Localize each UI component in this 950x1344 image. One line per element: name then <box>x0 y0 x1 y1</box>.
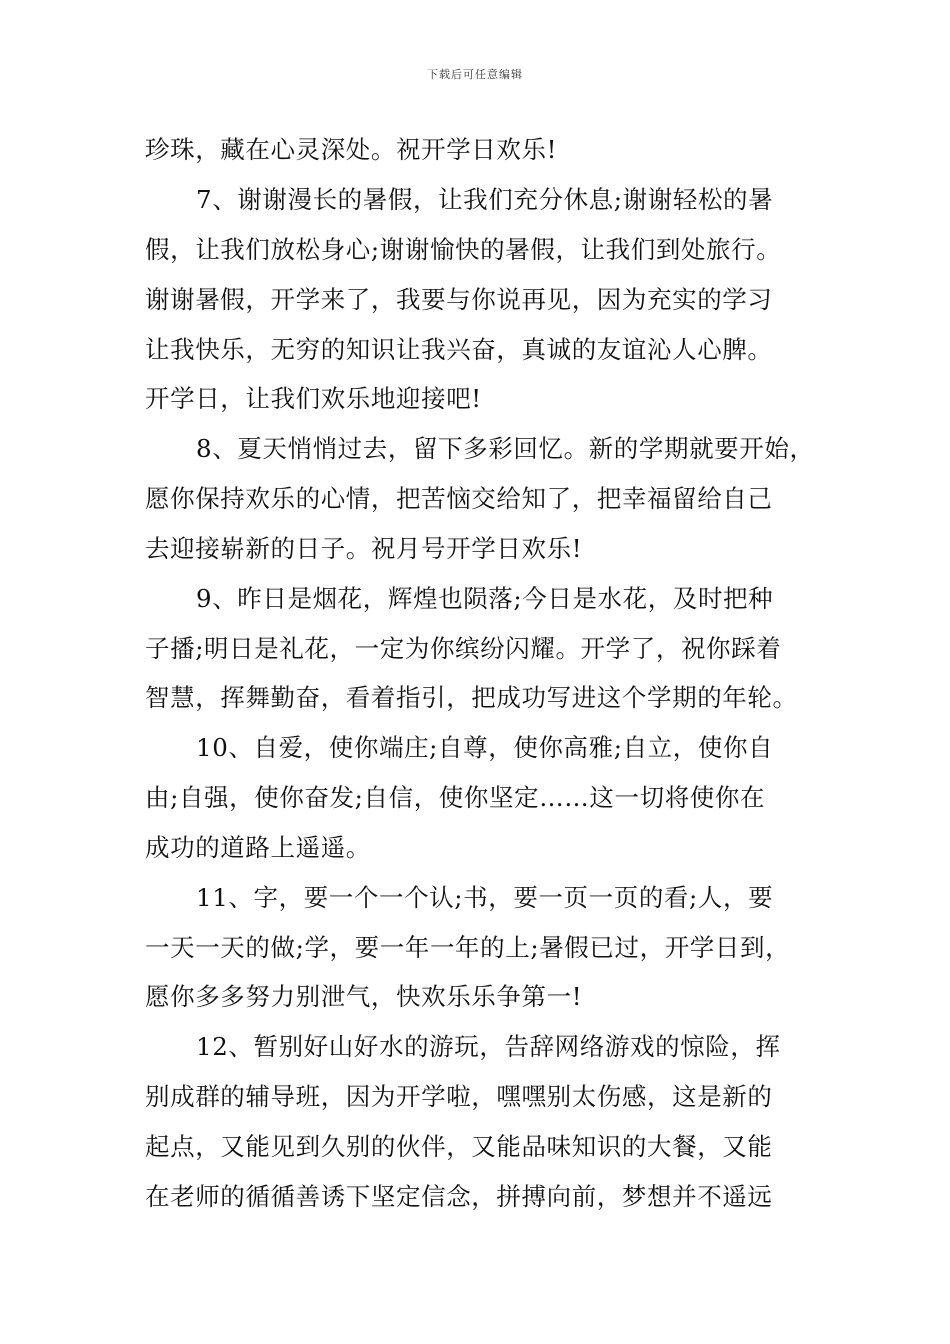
text-line: 珍珠，藏在心灵深处。祝开学日欢乐! <box>145 135 558 164</box>
text-line: 9、昨日是烟花，辉煌也陨落;今日是水花，及时把种 <box>196 584 774 613</box>
text-line: 子播;明日是礼花，一定为你缤纷闪耀。开学了，祝你踩着 <box>145 634 782 663</box>
text-line: 让我快乐，无穷的知识让我兴奋，真诚的友谊沁人心脾。 <box>145 335 773 364</box>
text-line: 智慧，挥舞勤奋，看着指引，把成功写进这个学期的年轮。 <box>145 683 798 712</box>
text-line: 假，让我们放松身心;谢谢愉快的暑假，让我们到处旅行。 <box>145 235 782 264</box>
text-line: 7、谢谢漫长的暑假，让我们充分休息;谢谢轻松的暑 <box>196 185 774 214</box>
text-line: 由;自强，使你奋发;自信，使你坚定……这一切将使你在 <box>145 783 766 812</box>
text-line: 别成群的辅导班，因为开学啦，嘿嘿别太伤感，这是新的 <box>145 1082 773 1111</box>
text-line: 在老师的循循善诱下坚定信念，拼搏向前，梦想并不遥远 <box>145 1182 773 1211</box>
text-line: 一天一天的做;学，要一年一年的上;暑假已过，开学日到， <box>145 933 791 962</box>
text-line: 去迎接崭新的日子。祝月号开学日欢乐! <box>145 534 583 563</box>
text-line: 愿你保持欢乐的心情，把苦恼交给知了，把幸福留给自己 <box>145 484 773 513</box>
text-line: 开学日，让我们欢乐地迎接吧! <box>145 384 482 413</box>
text-line: 成功的道路上遥遥。 <box>145 833 371 862</box>
text-line: 8、夏天悄悄过去，留下多彩回忆。新的学期就要开始， <box>196 434 815 463</box>
text-line: 愿你多多努力别泄气，快欢乐乐争第一! <box>145 982 583 1011</box>
text-line: 12、暂别好山好水的游玩，告辞网络游戏的惊险，挥 <box>196 1032 781 1061</box>
page-header: 下载后可任意编辑 <box>427 68 523 81</box>
text-line: 起点，又能见到久别的伙伴，又能品味知识的大餐，又能 <box>145 1132 773 1161</box>
text-line: 11、字，要一个一个认;书，要一页一页的看;人，要 <box>196 883 774 912</box>
text-line: 10、自爱，使你端庄;自尊，使你高雅;自立，使你自 <box>196 733 774 762</box>
text-line: 谢谢暑假，开学来了，我要与你说再见，因为充实的学习 <box>145 285 773 314</box>
